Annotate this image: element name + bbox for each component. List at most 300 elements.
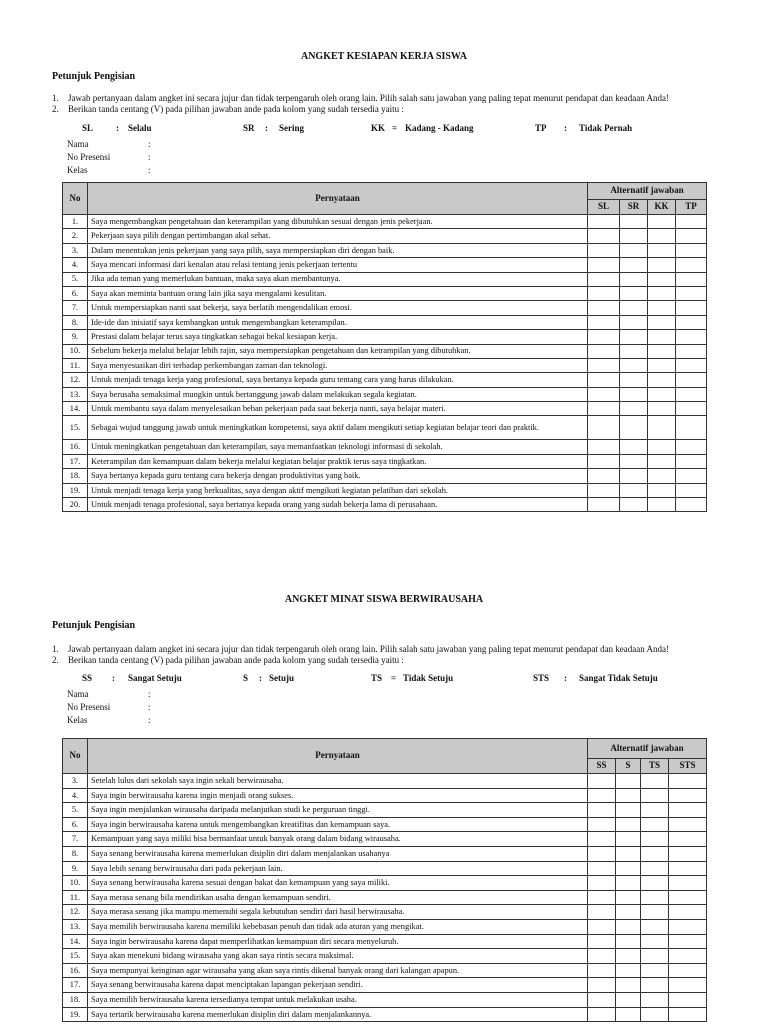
field-colon: : [148,689,151,699]
column-header-statement: Pernyataan [88,739,588,774]
answer-cell-ts[interactable] [641,1007,669,1022]
answer-cell-sl[interactable] [588,387,620,401]
answer-cell-tp[interactable] [676,373,707,387]
table-row [63,483,707,497]
legend-code-ts: TS [371,673,383,683]
answer-cell-ts[interactable] [641,963,669,978]
option-header-ss: SS [588,759,616,774]
answer-cell-sl[interactable] [588,301,620,315]
answer-cell-sts[interactable] [669,905,707,920]
answer-cell-tp[interactable] [676,243,707,257]
answer-cell-s[interactable] [616,978,641,993]
statement-text: Saya merasa senang jika mampu memenuhi segala kebutuhan sendiri dari hasil berwirausaha. [88,905,588,920]
answer-cell-ts[interactable] [641,832,669,847]
statement-text: Untuk menjadi tenaga profesional, saya bertanya kepada orang yang sudah bekerja lama di perusahaan. [88,498,588,512]
field-label: Kelas [67,165,88,175]
answer-cell-tp[interactable] [676,387,707,401]
answer-cell-tp[interactable] [676,483,707,497]
answer-cell-sts[interactable] [669,788,707,803]
answer-cell-sl[interactable] [588,498,620,512]
option-header-sr: SR [620,200,648,215]
row-number: 9. [63,330,88,344]
answer-cell-ss[interactable] [588,788,616,803]
row-number: 2. [63,229,88,243]
table-row [63,358,707,372]
answer-cell-ts[interactable] [641,949,669,964]
table-row [63,934,707,949]
answer-cell-kk[interactable] [648,286,676,300]
answer-cell-ts[interactable] [641,992,669,1007]
answer-cell-ss[interactable] [588,846,616,861]
row-number: 3. [63,243,88,257]
answer-cell-s[interactable] [616,905,641,920]
row-number: 11. [63,358,88,372]
row-number: 13. [63,919,88,934]
answer-cell-sl[interactable] [588,440,620,454]
row-number: 3. [63,774,88,789]
answer-cell-ss[interactable] [588,817,616,832]
answer-cell-sr[interactable] [620,229,648,243]
field-label: Nama [67,139,89,149]
legend-code-sts: STS [533,673,550,683]
answer-cell-sl[interactable] [588,416,620,440]
field-label: No Presensi [67,702,111,712]
statement-text: Saya akan meminta bantuan orang lain jika saya mengalami kesulitan. [88,286,588,300]
row-number: 14. [63,402,88,416]
row-number: 17. [63,978,88,993]
option-header-kk: KK [648,200,676,215]
answer-cell-tp[interactable] [676,454,707,468]
table-row [63,803,707,818]
row-number: 5. [63,272,88,286]
answer-cell-sts[interactable] [669,774,707,789]
answer-cell-ts[interactable] [641,788,669,803]
row-number: 8. [63,846,88,861]
answer-cell-ss[interactable] [588,949,616,964]
answer-cell-sts[interactable] [669,803,707,818]
row-number: 15. [63,416,88,440]
answer-cell-sr[interactable] [620,373,648,387]
answer-cell-kk[interactable] [648,315,676,329]
field-no-presensi[interactable] [67,701,151,714]
answer-cell-s[interactable] [616,934,641,949]
answer-cell-sr[interactable] [620,387,648,401]
answer-cell-ts[interactable] [641,846,669,861]
option-header-sts: STS [669,759,707,774]
table-row [63,440,707,454]
instruction-text: Jawab pertanyaan dalam angket ini secara jujur dan tidak terpengaruh oleh orang lain. Pilih salah satu jawaban yang paling tepat menurut pendapat dan keadaan Anda! [68,644,670,654]
answer-cell-kk[interactable] [648,301,676,315]
table-row [63,832,707,847]
answer-cell-sts[interactable] [669,876,707,891]
table-row [63,949,707,964]
row-number: 4. [63,788,88,803]
row-number: 12. [63,373,88,387]
answer-cell-kk[interactable] [648,243,676,257]
option-header-tp: TP [676,200,707,215]
answer-cell-ss[interactable] [588,934,616,949]
option-header-sl: SL [588,200,620,215]
answer-cell-kk[interactable] [648,215,676,229]
statement-text: Saya memilih berwirausaha karena memiliki kebebasan penuh dan tidak ada aturan yang mengikat. [88,919,588,934]
table-row [63,402,707,416]
legend-code-s: S [243,673,249,683]
answer-cell-ts[interactable] [641,890,669,905]
answer-cell-ts[interactable] [641,861,669,876]
legend-sep: = [391,673,397,683]
table-row [63,215,707,229]
table-row [63,387,707,401]
answer-cell-sl[interactable] [588,330,620,344]
answer-cell-sts[interactable] [669,992,707,1007]
column-header-statement: Pernyataan [88,183,588,215]
answer-cell-ts[interactable] [641,817,669,832]
answer-cell-sr[interactable] [620,416,648,440]
answer-cell-tp[interactable] [676,330,707,344]
statement-text: Saya akan menekuni bidang wirausaha yang akan saya rintis secara maksimal. [88,949,588,964]
answer-cell-sr[interactable] [620,286,648,300]
section2-questionnaire-table [62,738,707,1022]
row-number: 7. [63,301,88,315]
table-row [63,330,707,344]
answer-cell-tp[interactable] [676,286,707,300]
answer-cell-s[interactable] [616,992,641,1007]
answer-cell-sl[interactable] [588,215,620,229]
answer-cell-tp[interactable] [676,498,707,512]
answer-cell-tp[interactable] [676,301,707,315]
field-kelas[interactable] [67,714,151,727]
answer-cell-sts[interactable] [669,846,707,861]
answer-cell-ss[interactable] [588,876,616,891]
answer-cell-kk[interactable] [648,498,676,512]
statement-text: Saya senang berwirausaha karena sesuai dengan bakat dan kemampuan yang saya miliki. [88,876,588,891]
answer-cell-sr[interactable] [620,243,648,257]
answer-cell-s[interactable] [616,890,641,905]
table-row [63,992,707,1007]
table-row [63,905,707,920]
answer-cell-ss[interactable] [588,861,616,876]
table-row [63,344,707,358]
row-number: 12. [63,905,88,920]
row-number: 5. [63,803,88,818]
table-row [63,373,707,387]
answer-cell-sr[interactable] [620,483,648,497]
statement-text: Saya memilih berwirausaha karena tersedianya tempat untuk melakukan usaha. [88,992,588,1007]
legend-sep: : [265,123,268,133]
answer-cell-sl[interactable] [588,373,620,387]
answer-cell-kk[interactable] [648,258,676,272]
table-row [63,454,707,468]
answer-cell-sts[interactable] [669,949,707,964]
row-number: 7. [63,832,88,847]
row-number: 11. [63,890,88,905]
instruction-text: Berikan tanda centang (V) pada pilihan jawaban ande pada kolom yang sudah tersedia yaitu : [68,655,404,665]
answer-cell-sts[interactable] [669,817,707,832]
section1-instructions-heading: Petunjuk Pengisian [52,71,136,82]
answer-cell-sr[interactable] [620,469,648,483]
statement-text: Ide-ide dan inisiatif saya kembangkan untuk mengembangkan keterampilan. [88,315,588,329]
answer-cell-sr[interactable] [620,440,648,454]
answer-cell-sts[interactable] [669,919,707,934]
answer-cell-s[interactable] [616,774,641,789]
answer-cell-kk[interactable] [648,387,676,401]
answer-cell-sr[interactable] [620,258,648,272]
answer-cell-kk[interactable] [648,416,676,440]
table-row [63,243,707,257]
answer-cell-sts[interactable] [669,978,707,993]
answer-cell-s[interactable] [616,788,641,803]
table-row [63,286,707,300]
answer-cell-tp[interactable] [676,272,707,286]
statement-text: Untuk mempersiapkan nanti saat bekerja, saya berlatih mengendalikan emosi. [88,301,588,315]
field-label: Nama [67,689,89,699]
legend-text-sangat-tidak-setuju: Sangat Tidak Setuju [579,673,658,683]
statement-text: Sebagai wujud tanggung jawab untuk meningkatkan kompetensi, saya aktif dalam mengikuti setiap kegiatan belajar teori dan praktik. [88,416,588,440]
legend-sep: : [259,673,262,683]
table-row [63,963,707,978]
section2-table-body [63,774,707,1022]
statement-text: Kemampuan yang saya miliki bisa bermanfaat untuk banyak orang dalam bidang wirausaha. [88,832,588,847]
answer-cell-sr[interactable] [620,454,648,468]
column-header-alternatives: Alternatif jawaban [588,739,707,759]
statement-text: Prestasi dalam belajar terus saya tingkatkan sebagai bekal kesiapan kerja. [88,330,588,344]
answer-cell-sts[interactable] [669,890,707,905]
legend-sep: = [392,123,398,133]
answer-cell-sl[interactable] [588,344,620,358]
answer-cell-kk[interactable] [648,358,676,372]
answer-cell-ts[interactable] [641,905,669,920]
answer-cell-ss[interactable] [588,978,616,993]
table-row [63,890,707,905]
answer-cell-kk[interactable] [648,229,676,243]
field-kelas[interactable] [67,164,151,177]
answer-cell-kk[interactable] [648,454,676,468]
answer-cell-tp[interactable] [676,215,707,229]
answer-cell-ts[interactable] [641,934,669,949]
answer-cell-s[interactable] [616,832,641,847]
legend-sep: : [116,123,119,133]
answer-cell-s[interactable] [616,1007,641,1022]
statement-text: Jika ada teman yang memerlukan bantuan, maka saya akan membantunya. [88,272,588,286]
answer-cell-tp[interactable] [676,469,707,483]
answer-cell-ss[interactable] [588,1007,616,1022]
answer-cell-sts[interactable] [669,1007,707,1022]
row-number: 16. [63,963,88,978]
legend-text-setuju: Setuju [269,673,295,683]
section2-instruction-2 [52,655,404,666]
answer-cell-sl[interactable] [588,286,620,300]
answer-cell-s[interactable] [616,949,641,964]
answer-cell-sr[interactable] [620,301,648,315]
statement-text: Dalam menentukan jenis pekerjaan yang saya pilih, saya mempersiapkan diri dengan baik. [88,243,588,257]
row-number: 1. [63,215,88,229]
legend-text-sangat-setuju: Sangat Setuju [128,673,182,683]
field-no-presensi[interactable] [67,151,151,164]
answer-cell-tp[interactable] [676,344,707,358]
answer-cell-ss[interactable] [588,890,616,905]
answer-cell-tp[interactable] [676,258,707,272]
legend-code-tp: TP [535,123,547,133]
table-row [63,774,707,789]
statement-text: Saya mencari informasi dari kenalan atau relasi tentang jenis pekerjaan tertentu [88,258,588,272]
statement-text: Untuk membantu saya dalam menyelesaikan beban pekerjaan pada saat bekerja nanti, saya belajar materi. [88,402,588,416]
answer-cell-tp[interactable] [676,416,707,440]
instruction-number: 1. [52,93,59,103]
answer-cell-sts[interactable] [669,832,707,847]
statement-text: Untuk meningkatkan pengetahuan dan keterampilan, saya memanfaatkan teknologi informasi di sekolah. [88,440,588,454]
answer-cell-s[interactable] [616,846,641,861]
answer-cell-sl[interactable] [588,402,620,416]
statement-text: Saya ingin berwirausaha karena ingin menjadi orang sukses. [88,788,588,803]
statement-text: Saya ingin menjalankan wirausaha daripada melanjutkan studi ke perguruan tinggi. [88,803,588,818]
answer-cell-sr[interactable] [620,358,648,372]
table-row [63,817,707,832]
answer-cell-ts[interactable] [641,774,669,789]
legend-code-sr: SR [243,123,255,133]
answer-cell-s[interactable] [616,817,641,832]
answer-cell-sl[interactable] [588,315,620,329]
statement-text: Setelah lulus dari sekolah saya ingin sekali berwirausaha. [88,774,588,789]
row-number: 17. [63,454,88,468]
row-number: 10. [63,876,88,891]
statement-text: Saya senang berwirausaha karena dapat menciptakan lapangan pekerjaan sendiri. [88,978,588,993]
table-row [63,315,707,329]
answer-cell-sl[interactable] [588,243,620,257]
answer-cell-ts[interactable] [641,876,669,891]
answer-cell-tp[interactable] [676,358,707,372]
answer-cell-s[interactable] [616,876,641,891]
field-colon: : [148,139,151,149]
answer-cell-sr[interactable] [620,344,648,358]
answer-cell-tp[interactable] [676,229,707,243]
answer-cell-s[interactable] [616,919,641,934]
row-number: 14. [63,934,88,949]
answer-cell-sl[interactable] [588,272,620,286]
column-header-no: No [63,183,88,215]
section2-instructions-heading: Petunjuk Pengisian [52,620,136,631]
table-row [63,846,707,861]
answer-cell-kk[interactable] [648,483,676,497]
answer-cell-kk[interactable] [648,469,676,483]
answer-cell-sl[interactable] [588,229,620,243]
option-header-ts: TS [641,759,669,774]
statement-text: Untuk menjadi tenaga kerja yang berkualitas, saya dengan aktif mengikuti kegiatan pelatihan dari sekolah. [88,483,588,497]
legend-sep: : [112,673,115,683]
instruction-text: Berikan tanda centang (V) pada pilihan jawaban ande pada kolom yang sudah tersedia yaitu : [68,104,404,114]
answer-cell-sr[interactable] [620,330,648,344]
field-colon: : [148,702,151,712]
table-row [63,229,707,243]
table-row [63,272,707,286]
row-number: 15. [63,949,88,964]
answer-cell-sl[interactable] [588,469,620,483]
answer-cell-kk[interactable] [648,402,676,416]
answer-cell-kk[interactable] [648,330,676,344]
field-nama[interactable] [67,138,151,151]
answer-cell-kk[interactable] [648,272,676,286]
answer-cell-sr[interactable] [620,402,648,416]
answer-cell-sts[interactable] [669,934,707,949]
answer-cell-ss[interactable] [588,919,616,934]
answer-cell-ss[interactable] [588,803,616,818]
answer-cell-s[interactable] [616,963,641,978]
answer-cell-ts[interactable] [641,978,669,993]
answer-cell-ss[interactable] [588,963,616,978]
section1-instruction-1 [52,93,669,104]
section1-identity-fields [67,138,151,177]
legend-code-sl: SL [82,123,94,133]
answer-cell-sr[interactable] [620,215,648,229]
legend-text-sering: Sering [279,123,305,133]
answer-cell-sr[interactable] [620,272,648,286]
answer-cell-sr[interactable] [620,498,648,512]
statement-text: Saya mempunyai keinginan agar wirausaha yang akan saya rintis dikenal banyak orang dari kalangan apapun. [88,963,588,978]
answer-cell-sl[interactable] [588,454,620,468]
row-number: 16. [63,440,88,454]
answer-cell-ss[interactable] [588,774,616,789]
table-row [63,258,707,272]
section1-instruction-2 [52,104,404,115]
answer-cell-tp[interactable] [676,315,707,329]
table-row [63,498,707,512]
row-number: 18. [63,992,88,1007]
answer-cell-ss[interactable] [588,832,616,847]
answer-cell-sl[interactable] [588,258,620,272]
statement-text: Sebelum bekerja melalui belajar lebih rajin, saya mempersiapkan pengetahuan dan ketrampilan yang dibutuhkan. [88,344,588,358]
answer-cell-ss[interactable] [588,905,616,920]
statement-text: Saya mengembangkan pengetahuan dan keterampilan yang dibutuhkan sesuai dengan jenis pekerjaan. [88,215,588,229]
answer-cell-kk[interactable] [648,344,676,358]
answer-cell-ts[interactable] [641,919,669,934]
column-header-no: No [63,739,88,774]
answer-cell-sts[interactable] [669,861,707,876]
statement-text: Saya menyesuaikan diri terhadap perkembangan zaman dan teknologi. [88,358,588,372]
field-colon: : [148,152,151,162]
answer-cell-kk[interactable] [648,440,676,454]
section2-instruction-1 [52,644,669,655]
legend-text-tidak-setuju: Tidak Setuju [403,673,454,683]
table-row [63,978,707,993]
answer-cell-sr[interactable] [620,315,648,329]
row-number: 18. [63,469,88,483]
answer-cell-s[interactable] [616,861,641,876]
statement-text: Pekerjaan saya pilih dengan pertimbangan akal sehat. [88,229,588,243]
answer-cell-ss[interactable] [588,992,616,1007]
answer-cell-sts[interactable] [669,963,707,978]
answer-cell-ts[interactable] [641,803,669,818]
instruction-text: Jawab pertanyaan dalam angket ini secara jujur dan tidak terpengaruh oleh orang lain. Pilih salah satu jawaban yang paling tepat menurut pendapat dan keadaan Anda! [68,93,670,103]
field-label: Kelas [67,715,88,725]
row-number: 9. [63,861,88,876]
answer-cell-sl[interactable] [588,483,620,497]
row-number: 6. [63,286,88,300]
field-nama[interactable] [67,688,151,701]
answer-cell-tp[interactable] [676,402,707,416]
answer-cell-kk[interactable] [648,373,676,387]
instruction-number: 1. [52,644,59,654]
section1-table-body [63,215,707,512]
table-row [63,919,707,934]
statement-text: Untuk menjadi tenaga kerja yang profesional, saya bertanya kepada guru tentang cara yang harus dilakukan. [88,373,588,387]
field-label: No Presensi [67,152,111,162]
answer-cell-tp[interactable] [676,440,707,454]
answer-cell-sl[interactable] [588,358,620,372]
table-row [63,1007,707,1022]
answer-cell-s[interactable] [616,803,641,818]
legend-text-kadang: Kadang - Kadang [405,123,474,133]
row-number: 10. [63,344,88,358]
row-number: 6. [63,817,88,832]
